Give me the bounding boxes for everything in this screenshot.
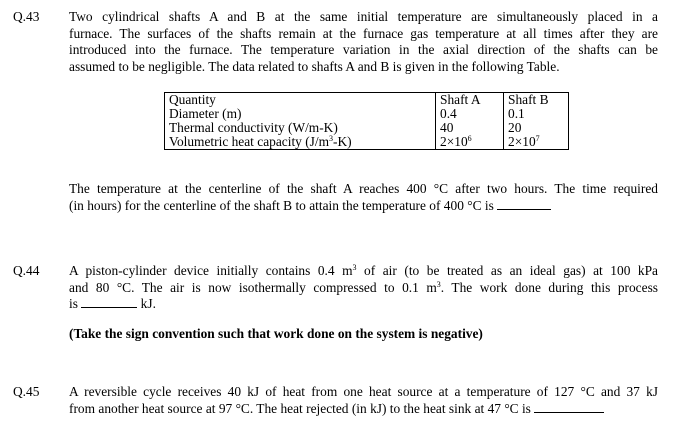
question-text	[69, 263, 658, 313]
superscript: 3	[329, 134, 334, 143]
table-row	[165, 107, 569, 121]
header-cell: Shaft A	[436, 93, 504, 108]
superscript: 3	[352, 263, 357, 272]
line-text: from another heat source at 97 °C. The heat rejected (in kJ) to the heat sink at 47 °C is	[69, 400, 531, 416]
line-text: and 80 °C. The air is now isothermally compressed to 0.1 m	[69, 279, 437, 295]
cell-text: -K)	[333, 134, 352, 149]
answer-blank	[81, 296, 137, 308]
table-cell: 0.4	[436, 107, 504, 121]
text-line: furnace. The surfaces of the shafts remain at the furnace gas temperature at all times after they are	[69, 25, 658, 41]
text-line	[69, 280, 658, 297]
cell-text: 2×10	[440, 134, 468, 149]
line-text: . The work done during this process	[440, 279, 658, 295]
header-cell: Shaft B	[504, 93, 569, 108]
table-cell: 0.1	[504, 107, 569, 121]
text-line: The temperature at the centerline of the shaft A reaches 400 °C after two hours. The time required	[69, 181, 658, 196]
table-cell: 40	[436, 121, 504, 135]
text-line	[69, 401, 658, 418]
answer-blank	[534, 401, 604, 413]
text-line: Two cylindrical shafts A and B at the same initial temperature are simultaneously placed in a	[69, 9, 658, 24]
superscript: 6	[467, 134, 472, 143]
table-cell	[165, 135, 436, 150]
text-line	[69, 263, 658, 280]
question-text	[69, 181, 658, 214]
table-cell: Diameter (m)	[165, 107, 436, 121]
line-text: A piston-cylinder device initially contains 0.4 m	[69, 263, 353, 278]
table-row	[165, 121, 569, 135]
line-text: kJ.	[140, 296, 156, 311]
line-text: (in hours) for the centerline of the shaft B to attain the temperature of 400 °C is	[69, 197, 494, 213]
text-line: assumed to be negligible. The data related to shafts A and B is given in the following Table.	[69, 58, 560, 74]
text-line	[69, 296, 658, 313]
superscript: 3	[436, 279, 441, 289]
table-cell	[504, 135, 569, 150]
table-cell: 20	[504, 121, 569, 135]
table-header-row	[165, 93, 569, 108]
cell-text: 2×10	[508, 134, 536, 149]
table-cell: Thermal conductivity (W/m-K)	[165, 121, 436, 135]
text-line	[69, 198, 658, 215]
question-number: Q.44	[13, 263, 40, 278]
answer-blank	[497, 198, 551, 210]
question-text	[69, 384, 658, 417]
question-text	[69, 9, 658, 75]
sign-convention-note: (Take the sign convention such that work done on the system is negative)	[69, 326, 483, 341]
table-row	[165, 135, 569, 150]
text-line: introduced into the furnace. The temperature variation in the axial direction of the shafts can be	[69, 42, 658, 57]
line-text: is	[69, 296, 78, 311]
shaft-data-table	[164, 92, 569, 150]
header-cell: Quantity	[165, 93, 436, 108]
table-cell	[436, 135, 504, 150]
line-text: of air (to be treated as an ideal gas) at 100 kPa	[356, 263, 658, 278]
text-line: A reversible cycle receives 40 kJ of heat from one heat source at a temperature of 127 °C and 37 kJ	[69, 384, 658, 399]
question-number: Q.43	[13, 9, 40, 24]
question-number: Q.45	[13, 384, 40, 399]
cell-text: Volumetric heat capacity (J/m	[169, 134, 330, 149]
superscript: 7	[535, 134, 540, 143]
